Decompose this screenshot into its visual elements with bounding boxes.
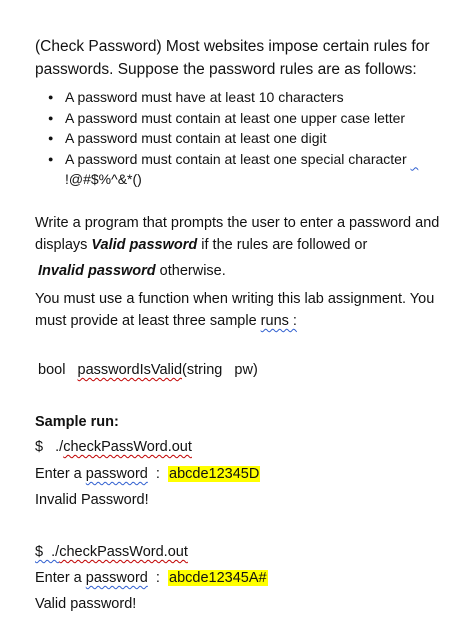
run2-input-highlight: abcde12345A# bbox=[169, 570, 267, 586]
run1-prompt: Enter a password : abcde12345D bbox=[35, 466, 260, 482]
run1-command: $ ./checkPassWord.out bbox=[35, 439, 192, 455]
rule-special-char: ● A password must contain at least one special character !@#$%^&*() bbox=[35, 149, 445, 190]
rule-digit: ● A password must contain at least one digit bbox=[35, 128, 445, 149]
run2-result: Valid password! bbox=[35, 596, 137, 612]
instruction-paragraph: Write a program that prompts the user to enter a password and displays Valid password if the rules are followed or bbox=[35, 215, 440, 253]
run2-command-name: checkPassWord.out bbox=[59, 544, 188, 560]
requirements-paragraph: You must use a function when writing this lab assignment. You must provide at least three sample runs : bbox=[35, 291, 435, 329]
problem-intro: (Check Password) Most websites impose certain rules for passwords. Suppose the password rules are as follows: bbox=[35, 38, 430, 78]
runs-word: runs : bbox=[260, 313, 297, 329]
invalid-paragraph: Invalid password otherwise. bbox=[38, 263, 226, 279]
run1-input-highlight: abcde12345D bbox=[169, 466, 260, 482]
password-rules-list bbox=[35, 87, 445, 190]
function-signature: bool passwordIsValid(string pw) bbox=[38, 362, 258, 378]
valid-password-term: Valid password bbox=[91, 237, 198, 253]
function-name: passwordIsValid bbox=[77, 362, 183, 378]
run1-prompt-word: password bbox=[85, 466, 148, 482]
sample-run-heading: Sample run: bbox=[35, 414, 119, 430]
run2-command bbox=[35, 542, 188, 562]
rule-min-length: ● A password must have at least 10 characters bbox=[35, 87, 445, 108]
grammar-mark bbox=[411, 151, 419, 167]
run1-command-name: checkPassWord.out bbox=[63, 439, 192, 455]
run2-prompt: Enter a password : abcde12345A# bbox=[35, 570, 267, 586]
invalid-password-term: Invalid password bbox=[38, 263, 156, 279]
run1-result: Invalid Password! bbox=[35, 492, 149, 508]
run2-command-prefix: $ ./ bbox=[35, 544, 60, 560]
rule-uppercase: ● A password must contain at least one upper case letter bbox=[35, 108, 445, 129]
run2-prompt-word: password bbox=[85, 570, 148, 586]
special-char-set: !@#$%^&*() bbox=[65, 171, 142, 187]
